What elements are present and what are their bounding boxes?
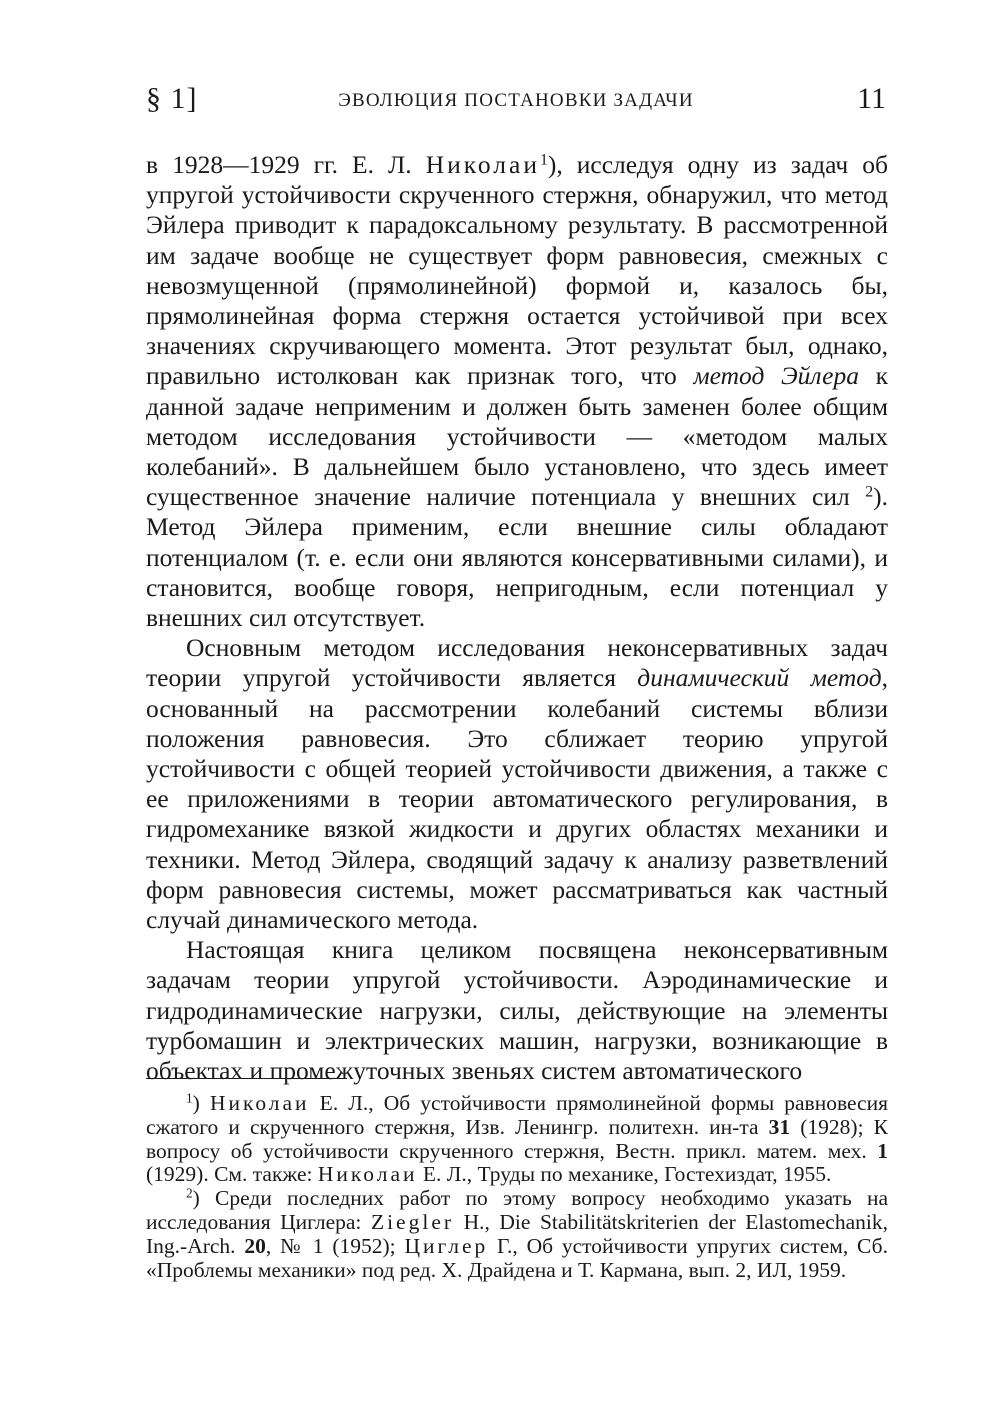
running-title: ЭВОЛЮЦИЯ ПОСТАНОВКИ ЗАДАЧИ (338, 90, 694, 111)
paragraph-3: Настоящая книга целиком посвящена неконсервативным задачам теории упругой устойчивости. Аэродинамические и гидродинамические нагрузки, силы, действующие на элементы турбомашин и электрических машин, нагрузки, возникающие в объектах и промежуточных звеньях систем автоматического (146, 935, 888, 1086)
emphasis-term: динамический метод (637, 663, 882, 693)
author-name: Николаи (425, 150, 540, 179)
author-name: Ziegler (370, 1209, 455, 1234)
volume-number: 20 (244, 1233, 266, 1258)
volume-number: 1 (877, 1138, 888, 1163)
footnote-1: $^1$) Николаи Е. Л., Об устойчивости прямолинейной формы равновесия сжатого и скрученного стержня, Изв. Ленингр. политехн. ин-та 31 (1928); К вопросу об устойчивости скрученного стержня, Вестн. прикл. матем. мех. 1 (1929). См. также: Николаи Е. Л., Труды по механике, Гостехиздат, 1955. (146, 1090, 888, 1187)
footnote-2: $^2$) Среди последних работ по этому вопросу необходимо указать на исследования Циглера: Ziegler H., Die Stabilitätskriterien der Elastomechanik, Ing.-Arch. 20, № 1 (1952); Циглер Г., Об устойчивости упругих систем, Сб. «Проблемы механики» под ред. Х. Драйдена и Т. Кармана, вып. 2, ИЛ, 1959. (146, 1185, 888, 1282)
footnote-ref-1: 1 (539, 151, 548, 169)
main-text (146, 150, 888, 1086)
author-name: Николаи (317, 1162, 418, 1187)
page-number: 11 (857, 82, 886, 115)
footnote-ref-2: 2 (865, 483, 874, 501)
footnote-separator (146, 1078, 347, 1079)
emphasis-term: метод Эйлера (693, 361, 859, 391)
paragraph-2: Основным методом исследования неконсервативных задач теории упругой устойчивости является динамический метод, основанный на рассмотрении колебаний системы вблизи положения равновесия. Это сближает теорию упругой устойчивости с общей теорией устойчивости движения, а также с ее приложениями в теории автоматического регулирования, в гидромеханике вязкой жидкости и других областях механики и техники. Метод Эйлера, сводящий задачу к анализу разветвлений форм равновесия системы, может рассматриваться как частный случай динамического метода. (146, 633, 888, 935)
footnote-mark: 2 (186, 1185, 193, 1201)
author-name: Николаи (209, 1091, 310, 1115)
footnotes (146, 1092, 888, 1282)
section-marker: § 1] (146, 82, 198, 115)
running-header (146, 82, 886, 122)
volume-number: 31 (768, 1114, 791, 1139)
author-name: Циглер (404, 1233, 489, 1258)
footnote-mark: 1 (186, 1090, 193, 1106)
paragraph-1: в 1928—1929 гг. Е. Л. Николаи$^1$), исследуя одну из задач об упругой устойчивости скрученного стержня, обнаружил, что метод Эйлера приводит к парадоксальному результату. В рассмотренной им задаче вообще не существует форм равновесия, смежных с невозмущенной (прямолинейной) формой и, казалось бы, прямолинейная форма стержня остается устойчивой при всех значениях скручивающего момента. Этот результат был, однако, правильно истолкован как признак того, что метод Эйлера к данной задаче неприменим и должен быть заменен более общим методом исследования устойчивости — «методом малых колебаний». В дальнейшем было установлено, что здесь имеет существенное значение наличие потенциала у внешних сил $^2$). Метод Эйлера применим, если внешние силы обладают потенциалом (т. е. если они являются консервативными силами), и становится, вообще говоря, непригодным, если потенциал у внешних сил отсутствует. (146, 150, 888, 633)
